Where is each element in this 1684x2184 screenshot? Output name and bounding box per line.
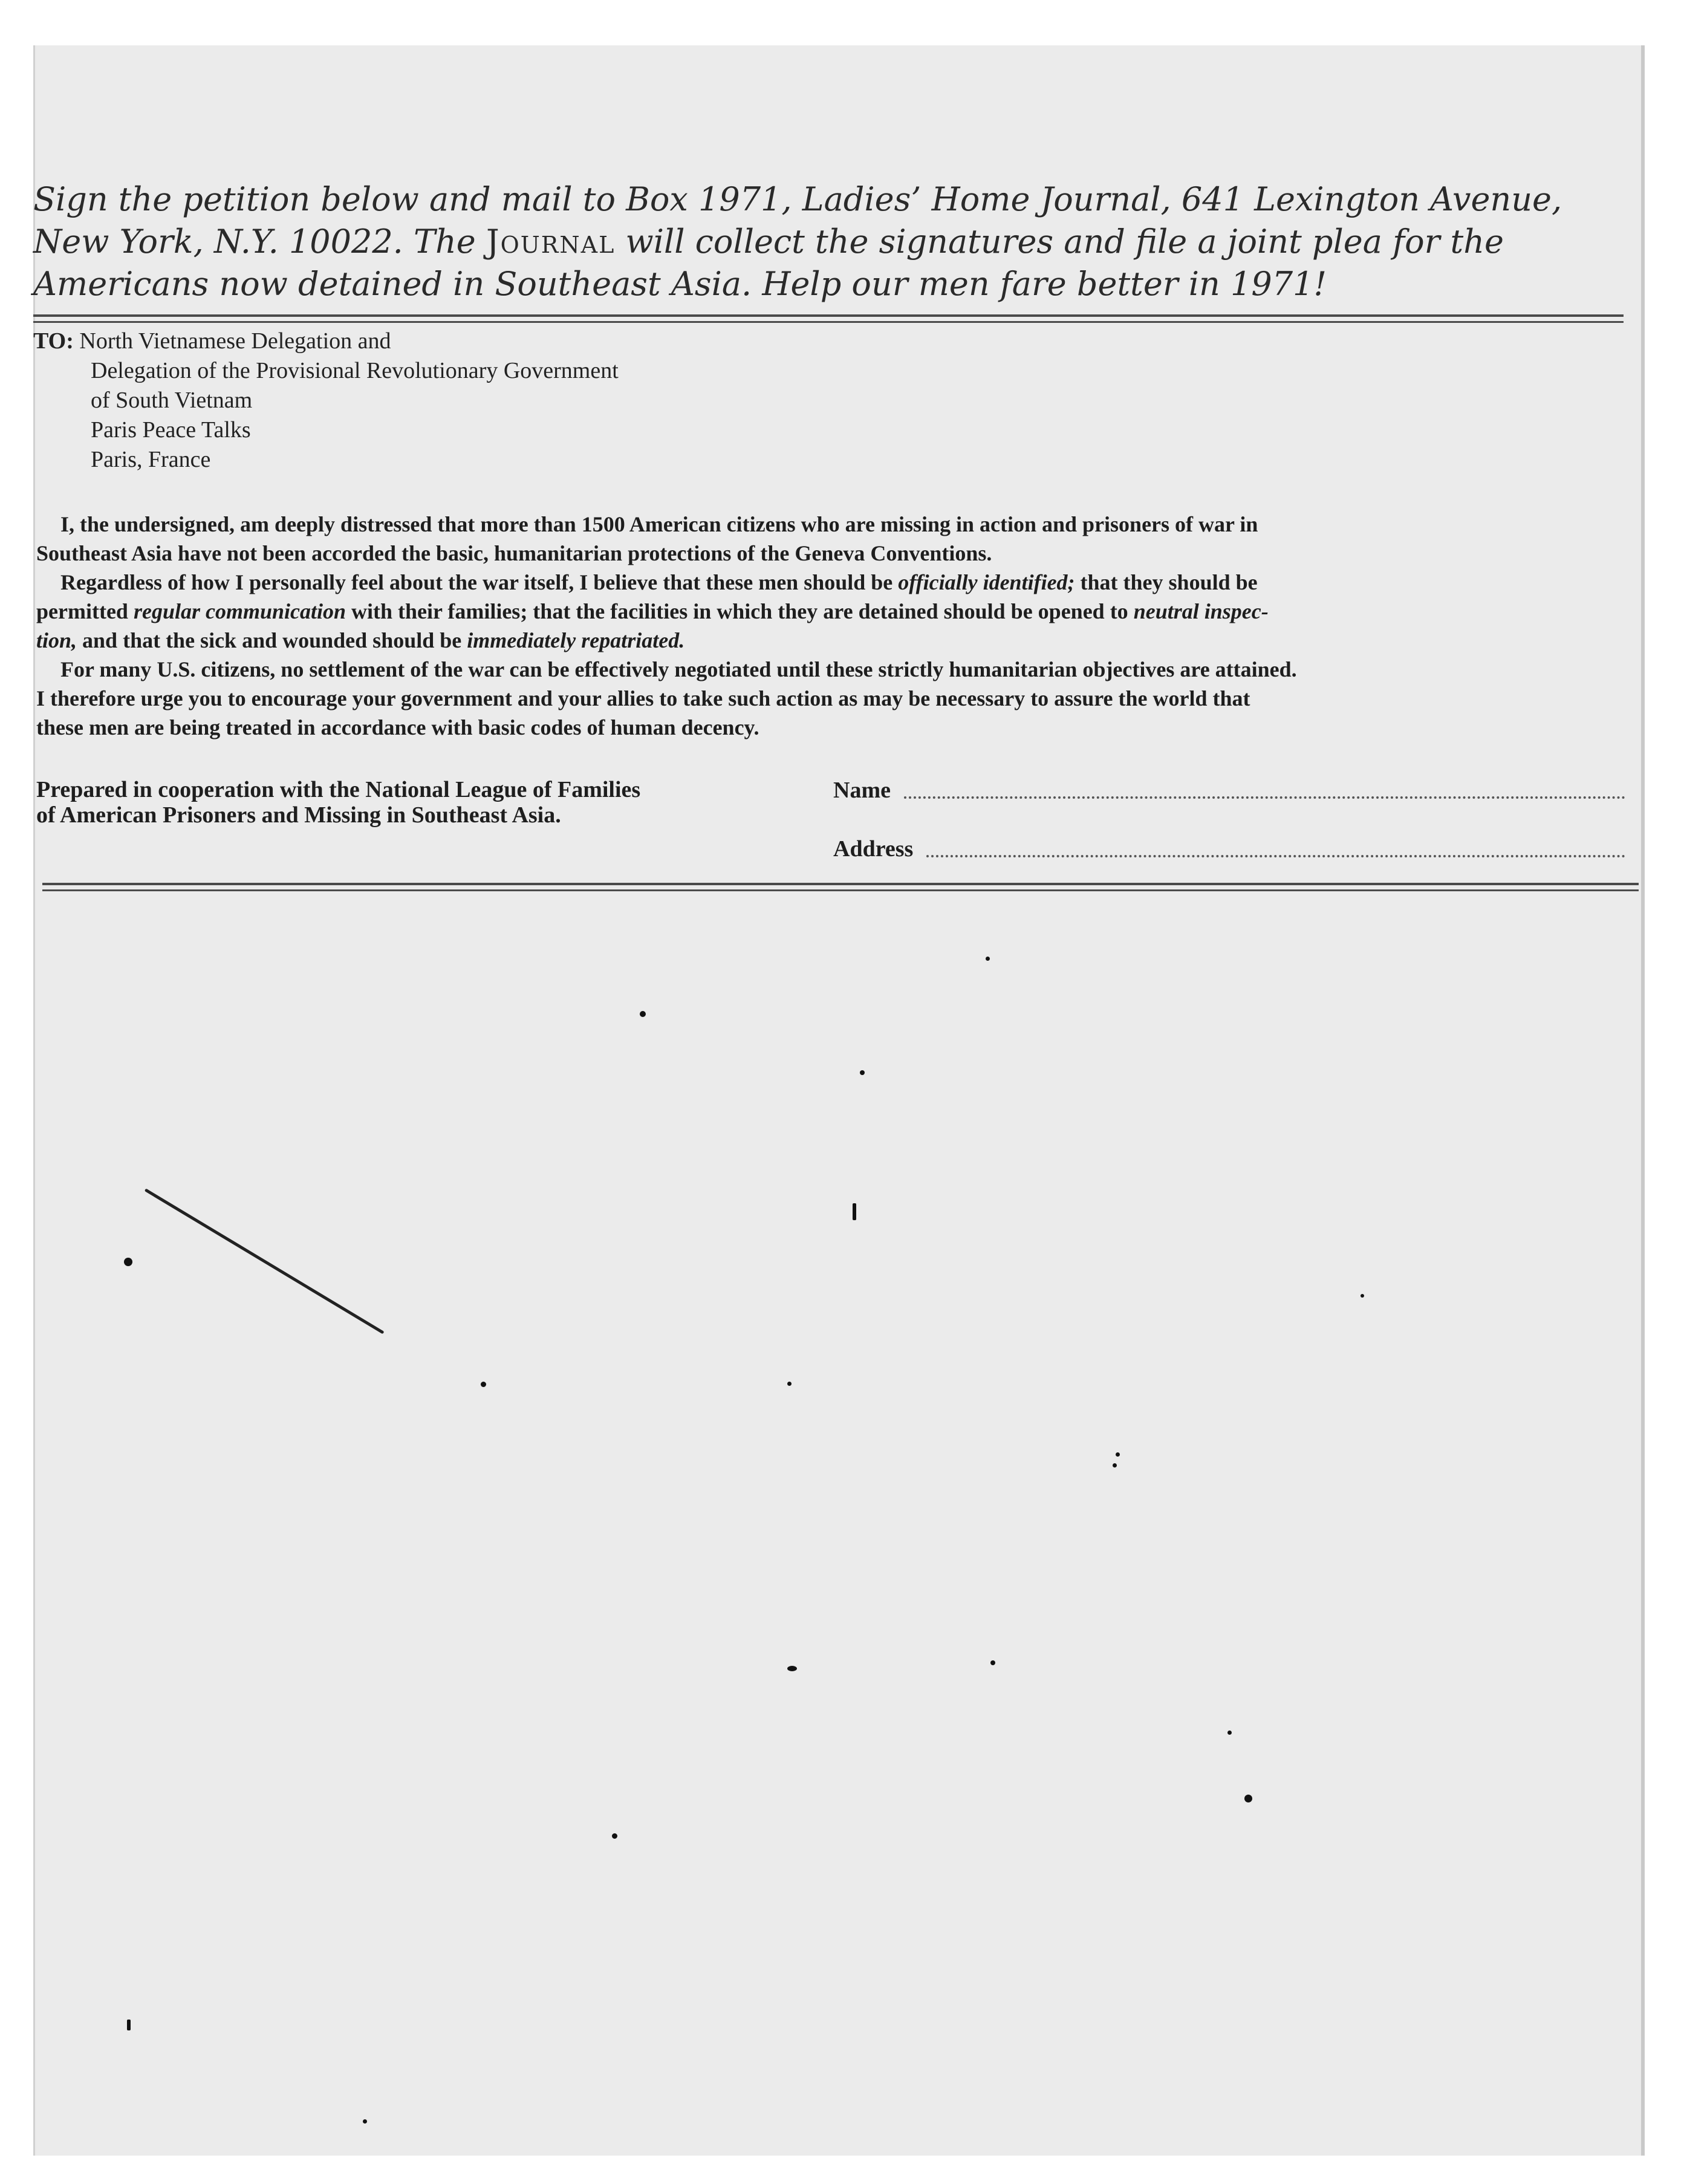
p2-l2-em: regular communication — [133, 599, 346, 623]
name-field[interactable] — [833, 777, 1625, 804]
petition-p3-line1: For many U.S. citizens, no settlement of the war can be effectively negotiated until these strictly humanitarian objectives are attained. — [60, 657, 1297, 681]
to-label: TO: — [33, 328, 74, 354]
p2-l2-a: permitted — [36, 599, 134, 623]
address-line-4: Paris Peace Talks — [91, 417, 251, 443]
petition-p1-line1: I, the undersigned, am deeply distressed that more than 1500 American citizens who are missing in action and prisoners of war in — [60, 512, 1258, 536]
p2-l3-em: tion, — [36, 628, 77, 652]
recipient-address — [33, 327, 619, 475]
prepared-line-2: of American Prisoners and Missing in Southeast Asia. — [36, 802, 561, 828]
petition-header — [33, 178, 1630, 305]
p2-l2-em2: neutral inspec- — [1133, 599, 1269, 623]
address-line-3: of South Vietnam — [91, 388, 253, 413]
dust-speck — [1113, 1463, 1117, 1467]
name-signature-line[interactable] — [904, 796, 1625, 799]
address-signature-line[interactable] — [926, 855, 1625, 857]
blank-lower-area — [42, 892, 1639, 2150]
header-line-2 — [33, 221, 1630, 263]
p2-l3-a: and that the sick and wounded should be — [77, 628, 467, 652]
address-field[interactable] — [833, 836, 1625, 862]
bottom-divider — [42, 883, 1639, 891]
dust-speck — [640, 1011, 646, 1017]
petition-p1-line2: Southeast Asia have not been accorded the basic, humanitarian protections of the Geneva Conventions. — [36, 541, 992, 565]
prepared-note — [36, 777, 640, 828]
petition-text — [36, 510, 1624, 742]
dust-speck — [860, 1070, 865, 1075]
header-line-1: Sign the petition below and mail to Box 1971, Ladies’ Home Journal, 641 Lexington Avenue, — [33, 180, 1562, 218]
petition-p3-line3: these men are being treated in accordance with basic codes of human decency. — [36, 715, 759, 739]
header-line-2b: will collect the signatures and file a joint plea for the — [615, 223, 1504, 261]
address-label: Address — [833, 836, 914, 862]
p2-l3-em2: immediately repatriated. — [467, 628, 685, 652]
address-line-1: North Vietnamese Delegation and — [79, 328, 391, 354]
address-line-2: Delegation of the Provisional Revolutionary Government — [91, 358, 619, 383]
dust-speck — [1361, 1294, 1364, 1298]
dust-speck — [127, 2020, 131, 2030]
petition-p2-line2 — [36, 597, 1624, 626]
journal-name: Journal — [486, 223, 616, 261]
petition-p3-line2: I therefore urge you to encourage your government and your allies to take such action as may be necessary to assure the world that — [36, 686, 1250, 710]
dust-speck — [787, 1666, 797, 1671]
petition-p2-line1 — [36, 568, 1624, 597]
p2-l1-a: Regardless of how I personally feel about the war itself, I believe that these men should be — [60, 570, 899, 594]
p2-l1-em: officially identified; — [898, 570, 1075, 594]
p2-l2-b: with their families; that the facilities in which they are detained should be opened to — [346, 599, 1134, 623]
prepared-line-1: Prepared in cooperation with the National League of Families — [36, 777, 641, 802]
dust-speck — [1227, 1731, 1232, 1735]
dust-speck — [787, 1382, 792, 1386]
dust-speck — [481, 1382, 486, 1387]
address-line-5: Paris, France — [91, 447, 211, 472]
dust-speck — [986, 957, 990, 961]
header-line-2a: New York, N.Y. 10022. The — [33, 223, 486, 261]
header-line-3: Americans now detained in Southeast Asia. Help our men fare better in 1971! — [33, 265, 1327, 303]
petition-p2-line3 — [36, 626, 1624, 655]
p2-l1-b: that they should be — [1074, 570, 1258, 594]
dust-speck — [990, 1660, 995, 1665]
dust-speck — [124, 1258, 132, 1266]
dust-speck — [612, 1833, 617, 1839]
dust-speck — [363, 2119, 367, 2124]
dust-speck — [853, 1203, 856, 1220]
dust-speck — [1244, 1795, 1252, 1802]
name-label: Name — [833, 778, 891, 803]
top-divider — [33, 314, 1624, 323]
dust-speck — [1116, 1452, 1120, 1457]
